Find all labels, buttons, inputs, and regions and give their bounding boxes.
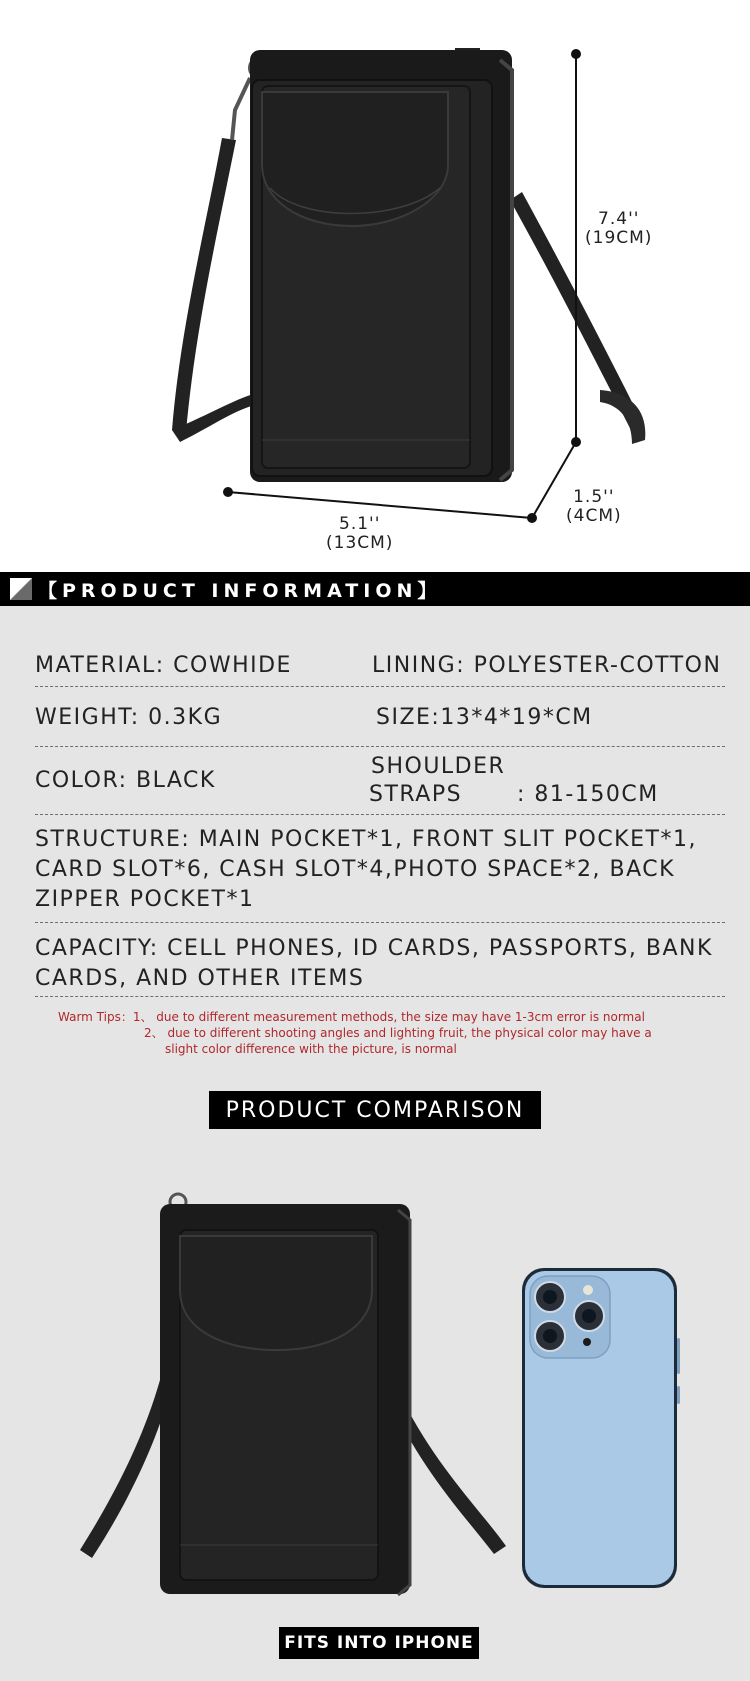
comparison-illustration <box>0 1150 750 1600</box>
spec-divider <box>35 686 725 687</box>
warm-tips-line-3: slight color difference with the picture, is normal <box>165 1042 457 1056</box>
fits-into-iphone-label: FITS INTO IPHONE <box>279 1627 479 1659</box>
depth-cm: (4CM) <box>566 506 622 526</box>
spec-strap-value: : 81-150CM <box>517 782 659 807</box>
spec-divider <box>35 814 725 815</box>
warm-tips-line-1: Warm Tips：1、 due to different measurement methods, the size may have 1-3cm error is normal <box>58 1010 645 1024</box>
spec-size: SIZE:13*4*19*CM <box>376 705 593 730</box>
spec-weight: WEIGHT: 0.3KG <box>35 705 223 730</box>
spec-structure: STRUCTURE: MAIN POCKET*1, FRONT SLIT POCKET*1, CARD SLOT*6, CASH SLOT*4,PHOTO SPACE*2, BACK ZIPPER POCKET*1 <box>35 827 697 912</box>
banner-square-icon <box>10 578 32 600</box>
warm-tips-line-2: 2、 due to different shooting angles and lighting fruit, the physical color may have a <box>144 1026 652 1040</box>
spec-color: COLOR: BLACK <box>35 768 216 793</box>
height-dimension <box>585 210 652 248</box>
product-comparison-title: PRODUCT COMPARISON <box>209 1091 541 1129</box>
spec-material: MATERIAL: COWHIDE <box>35 653 292 678</box>
spec-divider <box>35 922 725 923</box>
width-cm: (13CM) <box>326 533 394 553</box>
spec-capacity: CAPACITY: CELL PHONES, ID CARDS, PASSPORTS, BANK CARDS, AND OTHER ITEMS <box>35 936 713 991</box>
depth-dimension <box>566 488 622 526</box>
spec-strap-label-2: STRAPS <box>369 782 463 807</box>
spec-divider <box>35 996 725 997</box>
height-cm: (19CM) <box>585 228 653 248</box>
width-inches: 5.1'' <box>339 514 381 534</box>
width-dimension <box>326 515 393 553</box>
product-information-title: 【PRODUCT INFORMATION】 <box>38 579 442 602</box>
height-inches: 7.4'' <box>598 209 640 229</box>
bag-illustration <box>0 0 750 572</box>
spec-lining: LINING: POLYESTER-COTTON <box>372 653 722 678</box>
depth-inches: 1.5'' <box>573 487 615 507</box>
spec-strap-label-1: SHOULDER <box>371 754 506 779</box>
product-information-banner <box>0 572 750 606</box>
hero-product-photo <box>0 0 750 572</box>
spec-divider <box>35 746 725 747</box>
